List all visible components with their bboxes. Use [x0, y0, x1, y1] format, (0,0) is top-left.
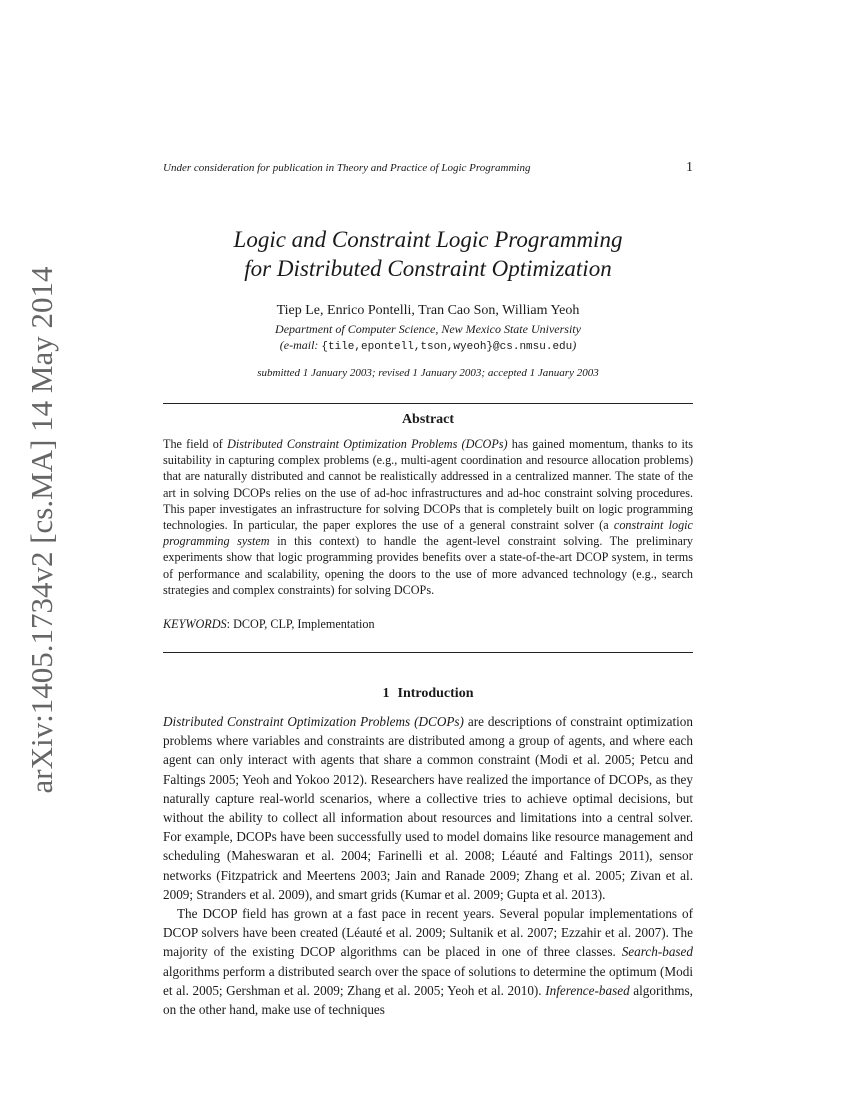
keywords-text: : DCOP, CLP, Implementation [226, 617, 375, 631]
abstract-clp-term: constraint logic programming system [163, 518, 693, 549]
paragraph-2 [163, 904, 693, 1019]
keywords [163, 617, 693, 632]
title-line-1: Logic and Constraint Logic Programming [233, 227, 623, 252]
email-prefix: (e-mail: [279, 338, 322, 352]
title-line-2: for Distributed Constraint Optimization [244, 256, 612, 281]
para2-text-2: algorithms perform a distributed search over the space of solutions to determine the optimum (Modi et al. 2005; Gershman et al. 2009; Zhang et al. 2005; Yeoh et al. 2010). [163, 963, 693, 998]
affiliation [163, 321, 693, 355]
keywords-label: KEYWORDS [163, 617, 227, 631]
department: Department of Computer Science, New Mexico State University [275, 322, 581, 336]
abstract-text [163, 436, 693, 598]
page-number: 1 [686, 160, 693, 175]
para2-inference-based: Inference-based [545, 982, 630, 998]
para2-text-3: algorithms, on the other hand, make use of techniques [163, 982, 693, 1018]
abstract-dcop-term: Distributed Constraint Optimization Problems (DCOPs) [227, 437, 508, 451]
email-line [163, 337, 693, 355]
section-number: 1 [382, 686, 390, 701]
abstract-bottom-rule [163, 652, 693, 653]
running-head-text: Under consideration for publication in Theory and Practice of Logic Programming [163, 162, 531, 174]
abstract-part-2: has gained momentum, thanks to its suitability in capturing complex problems (e.g., multi-agent coordination and resource allocation problems) that are naturally distributed and cannot be realistically addressed in a centralized manner. The state of the art in solving DCOPs relies on the use of ad-hoc infrastructures and ad-hoc constraint solving procedures. This paper investigates an infrastructure for solving DCOPs that is completely built on logic programming technologies. In particular, the paper explores the use of a general constraint solver (a [163, 437, 694, 533]
section-heading-introduction [163, 686, 693, 702]
email-suffix: ) [572, 338, 577, 352]
running-head [163, 162, 693, 174]
abstract-part-3: in this context) to handle the agent-level constraint solving. The preliminary experiments show that logic programming provides benefits over a state-of-the-art DCOP system, in terms of performance and scalability, opening the doors to the use of more advanced technology (e.g., search strategies and complex constraints) for solving DCOPs. [163, 534, 693, 597]
author-list: Tiep Le, Enrico Pontelli, Tran Cao Son, William Yeoh [276, 303, 580, 318]
introduction-body [163, 712, 693, 1019]
para1-dcop-term: Distributed Constraint Optimization Problems (DCOPs) [163, 714, 464, 729]
para2-search-based: Search-based [621, 944, 693, 960]
abstract-top-rule [163, 403, 693, 404]
submission-dates: submitted 1 January 2003; revised 1 January 2003; accepted 1 January 2003 [257, 367, 599, 379]
section-title: Introduction [397, 686, 474, 701]
email-address: {tile,epontell,tson,wyeoh}@cs.nmsu.edu [321, 341, 573, 353]
para2-text-1: The DCOP field has grown at a fast pace in recent years. Several popular implementations of DCOP solvers have been created (Léauté et al. 2009; Sultanik et al. 2007; Ezzahir et al. 2007). The majority of the existing DCOP algorithms can be placed in one of three classes. [163, 906, 693, 960]
arxiv-identifier: arXiv:1405.1734v2 [cs.MA] 14 May 2014 [24, 266, 59, 794]
abstract-heading: Abstract [401, 412, 455, 427]
paper-title [163, 225, 693, 283]
para1-text: are descriptions of constraint optimization problems where variables and constraints are distributed among a group of agents, and where each agent can only interact with agents that share a common constraint (Modi et al. 2005; Petcu and Faltings 2005; Yeoh and Yokoo 2012). Researchers have realized the importance of DCOPs, as they naturally capture real-world scenarios, where a collective tries to achieve optimal decisions, but without the ability to collect all information about resources and limitations into a central solver. For example, DCOPs have been successfully used to model domains like resource management and scheduling (Maheswaran et al. 2004; Farinelli et al. 2008; Léauté and Faltings 2011), sensor networks (Fitzpatrick and Meertens 2003; Jain and Ranade 2009; Zhang et al. 2005; Zivan et al. 2009; Stranders et al. 2009), and smart grids (Kumar et al. 2009; Gupta et al. 2013). [163, 714, 693, 902]
paragraph-1 [163, 712, 693, 904]
abstract-part-1: The field of [163, 437, 228, 451]
